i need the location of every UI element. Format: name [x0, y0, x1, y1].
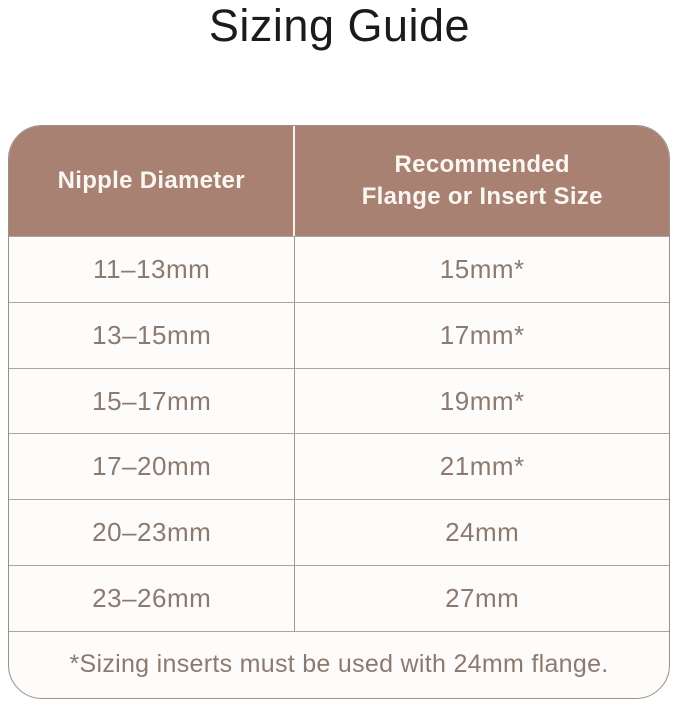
table-header-row — [9, 126, 669, 236]
table-row — [9, 302, 669, 368]
size-cell: 27mm — [445, 583, 520, 614]
diameter-cell: 15–17mm — [9, 369, 295, 434]
header-nipple-diameter-label: Nipple Diameter — [57, 166, 245, 194]
diameter-cell: 23–26mm — [9, 566, 295, 631]
table-row — [9, 433, 669, 499]
table-row — [9, 236, 669, 302]
header-recommended-line2: Flange or Insert Size — [361, 183, 603, 210]
table-footnote-row — [9, 631, 669, 698]
size-cell: 19mm* — [439, 385, 525, 416]
page-title: Sizing Guide — [208, 0, 471, 51]
table-row — [9, 499, 669, 565]
sizing-table — [8, 125, 670, 699]
footnote-text: *Sizing inserts must be used with 24mm flange. — [69, 650, 609, 679]
header-nipple-diameter — [9, 126, 295, 236]
header-recommended-line1: Recommended — [394, 150, 570, 178]
size-cell: 24mm — [445, 517, 520, 548]
diameter-cell: 11–13mm — [9, 237, 295, 302]
size-cell: 17mm* — [439, 319, 525, 350]
header-recommended-size — [295, 126, 669, 236]
diameter-cell: 17–20mm — [9, 434, 295, 499]
table-row — [9, 368, 669, 434]
diameter-cell: 13–15mm — [9, 303, 295, 368]
table-row — [9, 565, 669, 631]
diameter-cell: 20–23mm — [9, 500, 295, 565]
header-recommended-size-label — [362, 149, 603, 214]
size-cell: 15mm* — [439, 253, 525, 284]
size-cell: 21mm* — [439, 451, 525, 482]
